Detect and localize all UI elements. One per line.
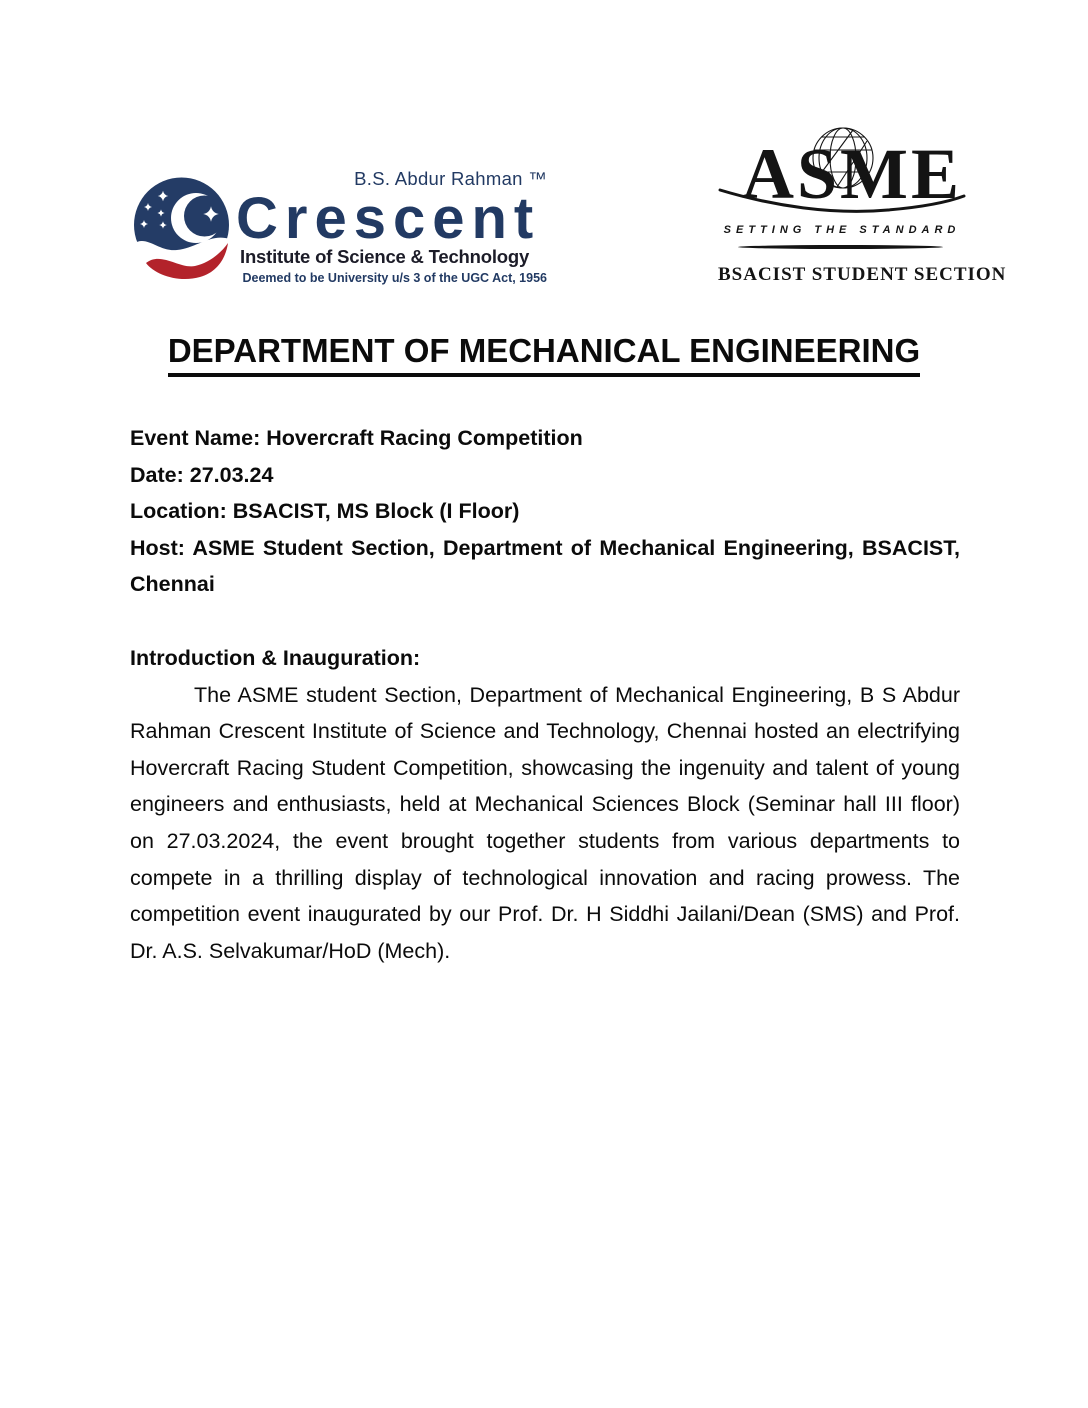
asme-logo [718, 118, 1007, 298]
asme-tagline: SETTING THE STANDARD [723, 224, 961, 236]
crescent-institute-logo [130, 166, 560, 300]
event-details [130, 420, 960, 603]
asme-student-section-line: BSACIST STUDENT SECTION [718, 264, 1007, 285]
event-host-line: Host: ASME Student Section, Department of Mechanical Engineering, BSACIST, Chennai [130, 535, 960, 597]
crescent-brand-name: Crescent [236, 186, 541, 251]
crescent-subtitle: Institute of Science & Technology [240, 246, 530, 267]
asme-divider [738, 245, 943, 249]
event-name-line: Event Name: Hovercraft Racing Competition [130, 426, 583, 450]
introduction-paragraph: The ASME student Section, Department of Mechanical Engineering, B S Abdur Rahman Crescent Institute of Science and Technology, Chennai hosted an electrifying Hovercraft Racing Student Competition, showcasing the ingenuity and talent of young engineers and enthusiasts, held at Mechanical Sciences Block (Seminar hall III floor) on 27.03.2024, the event brought together students from various departments to compete in a thrilling display of technological innovation and racing prowess. The competition event inaugurated by our Prof. Dr. H Siddhi Jailani/Dean (SMS) and Prof. Dr. A.S. Selvakumar/HoD (Mech). [130, 682, 960, 963]
asme-swoosh-icon [718, 118, 966, 228]
crescent-tagline: Deemed to be University u/s 3 of the UGC Act, 1956 [242, 271, 547, 285]
introduction-section [130, 640, 960, 969]
crescent-trademark-line: B.S. Abdur Rahman ™ [354, 168, 547, 189]
asme-brand-name: ASME [742, 134, 963, 214]
crescent-emblem-icon [133, 175, 230, 287]
page-title: DEPARTMENT OF MECHANICAL ENGINEERING [0, 332, 1088, 377]
event-date-line: Date: 27.03.24 [130, 462, 274, 487]
event-location-line: Location: BSACIST, MS Block (I Floor) [130, 499, 520, 524]
introduction-heading: Introduction & Inauguration: [130, 646, 421, 670]
